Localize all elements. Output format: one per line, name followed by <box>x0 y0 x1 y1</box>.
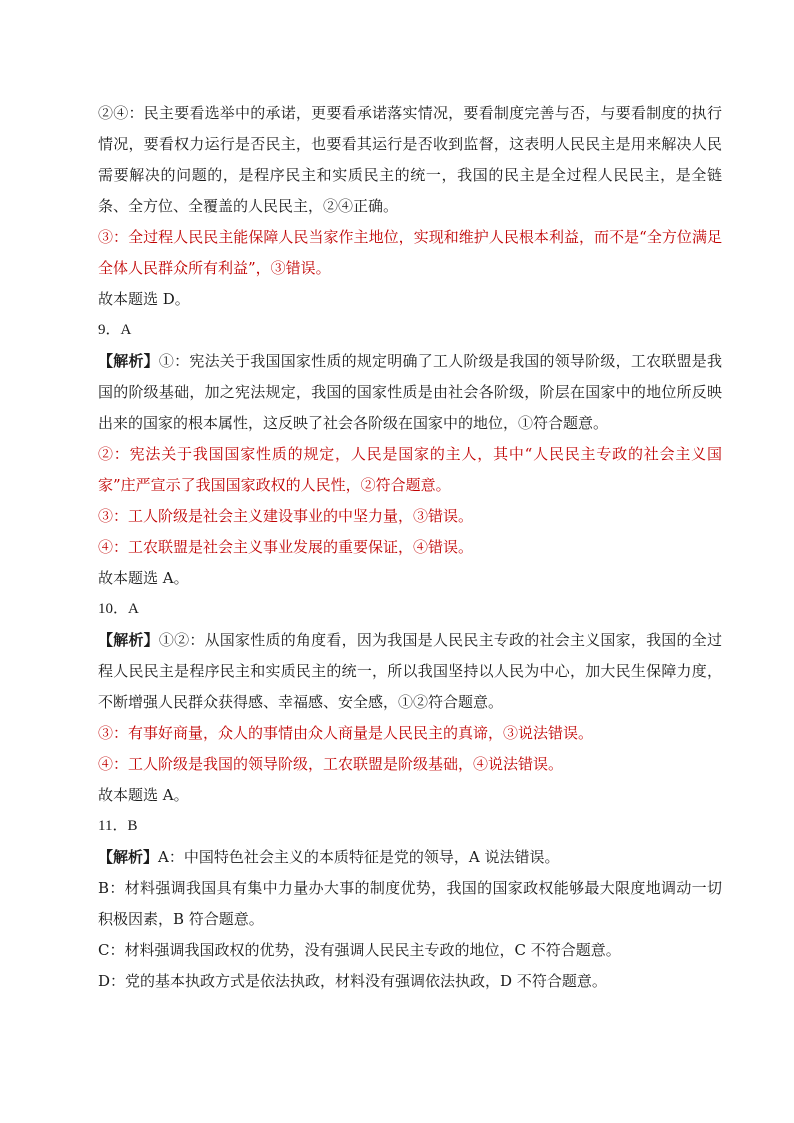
question-11-analysis-d: D：党的基本执政方式是依法执政，材料没有强调依法执政，D 不符合题意。 <box>98 972 607 990</box>
question-9-option-3: ③：工人阶级是社会主义建设事业的中坚力量，③错误。 <box>98 507 474 525</box>
question-9-answer: 9．A <box>98 322 132 338</box>
answer-conclusion: 故本题选 D。 <box>98 290 190 308</box>
question-10-conclusion: 故本题选 A。 <box>98 786 189 804</box>
analysis-option-3-wrong: ③：全过程人民民主能保障人民当家作主地位，实现和维护人民根本利益，而不是“全方位满足全体人民群众所有利益”，③错误。 <box>98 228 722 277</box>
question-10-option-4: ④：工人阶级是我国的领导阶级，工农联盟是阶级基础，④说法错误。 <box>98 755 564 773</box>
document-page <box>98 98 722 997</box>
analysis-label: 【解析】 <box>98 631 159 649</box>
analysis-text: ①：宪法关于我国国家性质的规定明确了工人阶级是我国的领导阶级，工农联盟是我国的阶级基础，加之宪法规定，我国的国家性质是由社会各阶级，阶层在国家中的地位所反映出来的国家的根本属性，这反映了社会各阶级在国家中的地位，①符合题意。 <box>98 352 722 432</box>
question-10-answer: 10．A <box>98 601 139 617</box>
question-9-option-2: ②：宪法关于我国国家性质的规定，人民是国家的主人，其中“人民民主专政的社会主义国家”庄严宣示了我国国家政权的人民性，②符合题意。 <box>98 445 722 494</box>
analysis-text: ①②：从国家性质的角度看，因为我国是人民民主专政的社会主义国家，我国的全过程人民民主是程序民主和实质民主的统一，所以我国坚持以人民为中心，加大民生保障力度，不断增强人民群众获得感、幸福感、安全感，①②符合题意。 <box>98 631 722 711</box>
analysis-label: 【解析】 <box>98 848 159 866</box>
question-10-option-3: ③：有事好商量，众人的事情由众人商量是人民民主的真谛，③说法错误。 <box>98 724 594 742</box>
question-11-analysis-c: C：材料强调我国政权的优势，没有强调人民民主专政的地位，C 不符合题意。 <box>98 941 621 959</box>
question-11-answer: 11．B <box>98 818 138 834</box>
question-9-conclusion: 故本题选 A。 <box>98 569 189 587</box>
question-11-analysis-a <box>98 842 722 873</box>
question-11-analysis-b: B：材料强调我国具有集中力量办大事的制度优势，我国的国家政权能够最大限度地调动一切积极因素，B 符合题意。 <box>98 879 722 928</box>
question-9-option-4: ④：工农联盟是社会主义事业发展的重要保证，④错误。 <box>98 538 474 556</box>
question-9-analysis <box>98 346 722 439</box>
analysis-label: 【解析】 <box>98 352 159 370</box>
analysis-text: A：中国特色社会主义的本质特征是党的领导，A 说法错误。 <box>158 848 560 866</box>
analysis-options-2-4: ②④：民主要看选举中的承诺，更要看承诺落实情况，要看制度完善与否，与要看制度的执行情况，要看权力运行是否民主，也要看其运行是否收到监督，这表明人民民主是用来解决人民需要解决的问题的，是程序民主和实质民主的统一，我国的民主是全过程人民民主，是全链条、全方位、全覆盖的人民民主，②④正确。 <box>98 104 722 215</box>
question-10-analysis <box>98 625 722 718</box>
